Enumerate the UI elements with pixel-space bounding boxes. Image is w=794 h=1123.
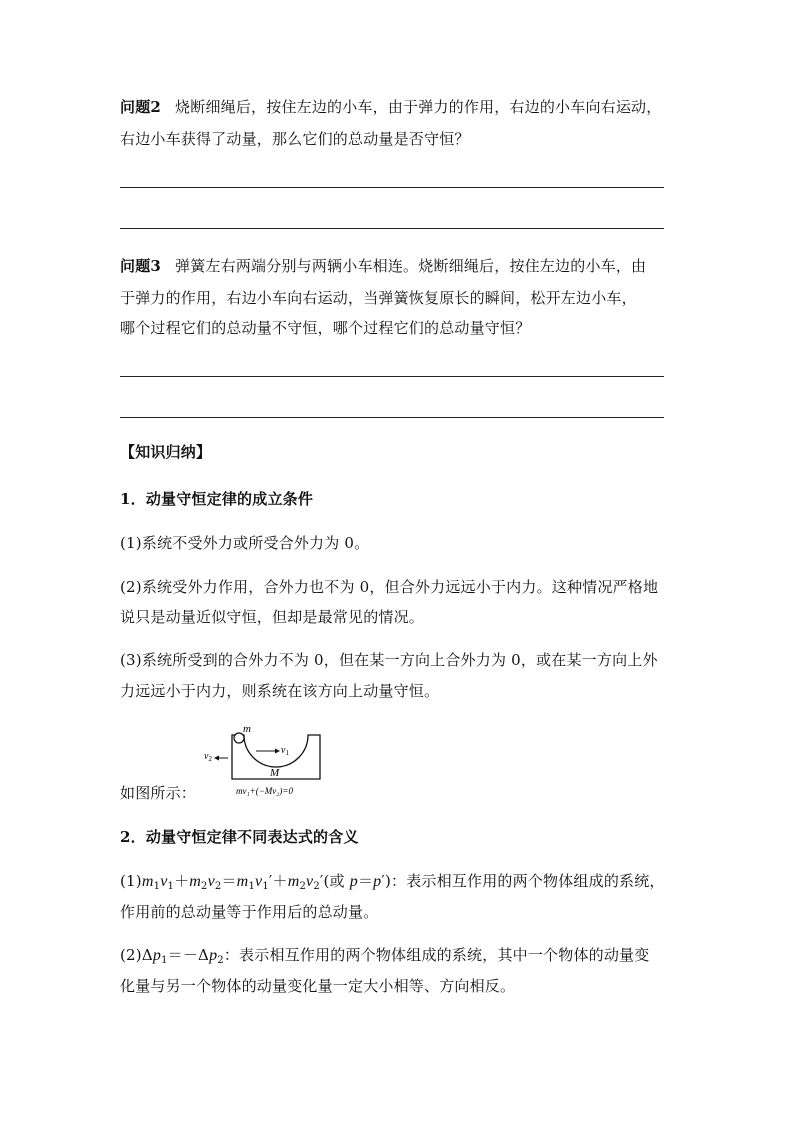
- question-2-line-1: [120, 97, 661, 117]
- knowledge-heading: 【知识归纳】: [120, 443, 212, 461]
- label-v2: $v_2$: [204, 751, 212, 763]
- question-3-line-3: 哪个过程它们的总动量不守恒，哪个过程它们的总动量守恒？: [120, 319, 531, 337]
- label-m: m: [243, 723, 251, 735]
- momentum-figure: [196, 722, 336, 800]
- expression-1-line-1: $(1)m_1v_1+m_2v_2=m_1v_1'+m_2v_2'$(或 p＝p′)：表示相互作用的两个物体组成的系统，: [120, 872, 665, 892]
- condition-3-line-1: (3)系统所受到的合外力不为 0，但在某一方向上合外力为 0，或在某一方向上外: [120, 651, 658, 669]
- condition-1: (1)系统不受外力或所受合外力为 0。: [120, 534, 370, 552]
- expression-2-line-1: $(2)\Delta p_1=-\Delta p_2$：表示相互作用的两个物体组成的系统，其中一个物体的动量变: [120, 946, 650, 966]
- question-3-line-2: 于弹力的作用，右边小车向右运动，当弹簧恢复原长的瞬间，松开左边小车，: [120, 289, 637, 307]
- figure-caption: 如图所示：: [120, 784, 197, 802]
- v1-arrowhead: [275, 749, 280, 754]
- section-2-title: 2．动量守恒定律不同表达式的含义: [120, 828, 359, 846]
- answer-line: [120, 417, 664, 418]
- answer-line: [120, 376, 664, 377]
- figure-equation: mv₁+(−Mv₂)=0: [236, 786, 293, 796]
- section-1-title: 1．动量守恒定律的成立条件: [120, 490, 314, 508]
- question-2-line-2: 右边小车获得了动量，那么它们的总动量是否守恒？: [120, 130, 470, 148]
- question-3-text-1: 弹簧左右两端分别与两辆小车相连。烧断细绳后，按住左边的小车，由: [175, 257, 647, 275]
- question-3-label: 问题3: [120, 257, 162, 275]
- label-M: M: [270, 767, 280, 779]
- question-3-line-1: [120, 256, 646, 276]
- expression-2-line-2: 化量与另一个物体的动量变化量一定大小相等、方向相反。: [120, 977, 516, 995]
- answer-line: [120, 228, 664, 229]
- condition-2-line-2: 说只是动量近似守恒，但却是最常见的情况。: [120, 608, 425, 626]
- expression-1-line-2: 作用前的总动量等于作用后的总动量。: [120, 903, 379, 921]
- condition-3-line-2: 力远远小于内力，则系统在该方向上动量守恒。: [120, 682, 440, 700]
- question-2-text-1: 烧断细绳后，按住左边的小车，由于弹力的作用，右边的小车向右运动，: [175, 98, 662, 116]
- condition-2-line-1: (2)系统受外力作用，合外力也不为 0，但合外力远远小于内力。这种情况严格地: [120, 578, 659, 596]
- question-2-label: 问题2: [120, 98, 162, 116]
- answer-line: [120, 187, 664, 188]
- v2-arrowhead: [214, 756, 219, 761]
- label-v1: $v_1$: [281, 745, 289, 757]
